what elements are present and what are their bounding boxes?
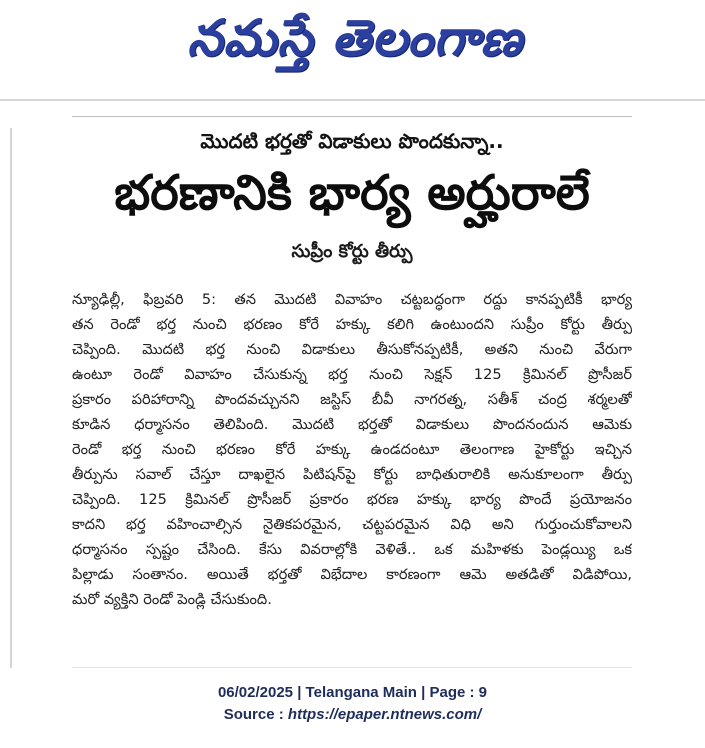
article-body-line: తీర్పును సవాల్ చేస్తూ దాఖలైన పిటిషన్‌పై కోర్టు బాధితురాలికి అనుకూలంగా తీర్పు (72, 466, 632, 483)
footer-date-page: 06/02/2025 | Telangana Main | Page : 9 (217, 684, 488, 701)
article-body-line: కూడిన ధర్మాసనం తెలిపింది. మొదటి భర్తతో విడాకులు పొందనందున ఆమెకు (72, 416, 632, 433)
page-edge-rule (10, 128, 12, 668)
clipping-footer (0, 682, 705, 726)
article-kicker: మొదటి భర్తతో విడాకులు పొందకున్నా.. (200, 129, 504, 153)
article-body-line: పిల్లాడు సంతానం. అయితే భర్తతో విభేదాల కారణంగా ఆమె అతడితో విడిపోయి, (72, 566, 632, 583)
article-headline: భరణానికి భార్య అర్హురాలే (114, 165, 590, 221)
article-subhead: సుప్రీం కోర్టు తీర్పు (291, 241, 413, 262)
article-body-line: ఉంటూ రెండో వివాహం చేసుకున్న భర్త నుంచి సెక్షన్ 125 క్రిమినల్ ప్రొసీజర్ (72, 366, 632, 383)
masthead (0, 0, 705, 100)
article-body-line: మరో వ్యక్తిని రెండో పెండ్లి చేసుకుంది. (72, 591, 272, 608)
footer-source (0, 704, 705, 726)
article-body-line: చెప్పింది. మొదటి భర్త నుంచి విడాకులు తీసుకోనప్పటికీ, అతని నుంచి వేరుగా (72, 341, 632, 358)
article-body-line: కాదని భర్త వహించాల్సిన నైతికపరమైన, చట్టపరమైన విధి అని గుర్తుంచుకోవాలని (72, 516, 632, 533)
masthead-divider (0, 99, 705, 101)
article-body (72, 287, 632, 612)
news-clipping (72, 116, 632, 668)
footer-source-label: Source : (223, 706, 288, 723)
newspaper-logo: నమస్తే తెలంగాణ (187, 8, 523, 67)
article-body-line: న్యూఢిల్లీ, ఫిబ్రవరి 5: తన మొదటి వివాహం చట్టబద్ధంగా రద్దు కానప్పటికీ భార్య (72, 291, 632, 308)
article-body-line: ప్రకారం పరిహారాన్ని పొందవచ్చునని జస్టిస్ బీవీ నాగరత్న, సతీశ్ చంద్ర శర్మలతో (72, 391, 632, 408)
article-body-line: చెప్పింది. 125 క్రిమినల్ ప్రొసీజర్ ప్రకారం భరణ హక్కు భార్య పొందే ప్రయోజనం (72, 491, 632, 508)
article-body-line: రెండో భర్త నుంచి భరణం కోరే హక్కు ఉండదంటూ తెలంగాణ హైకోర్టు ఇచ్చిన (72, 441, 632, 458)
article-body-line: ధర్మాసనం స్పష్టం చేసింది. కేసు వివరాల్లోకి వెళితే.. ఒక మహిళకు పెండ్లయ్యి ఒక (72, 541, 632, 558)
article-body-line: తన రెండో భర్త నుంచి భరణం కోరే హక్కు కలిగి ఉంటుందని సుప్రీం కోర్టు తీర్పు (72, 316, 632, 333)
footer-source-url[interactable]: https://epaper.ntnews.com/ (287, 706, 482, 723)
